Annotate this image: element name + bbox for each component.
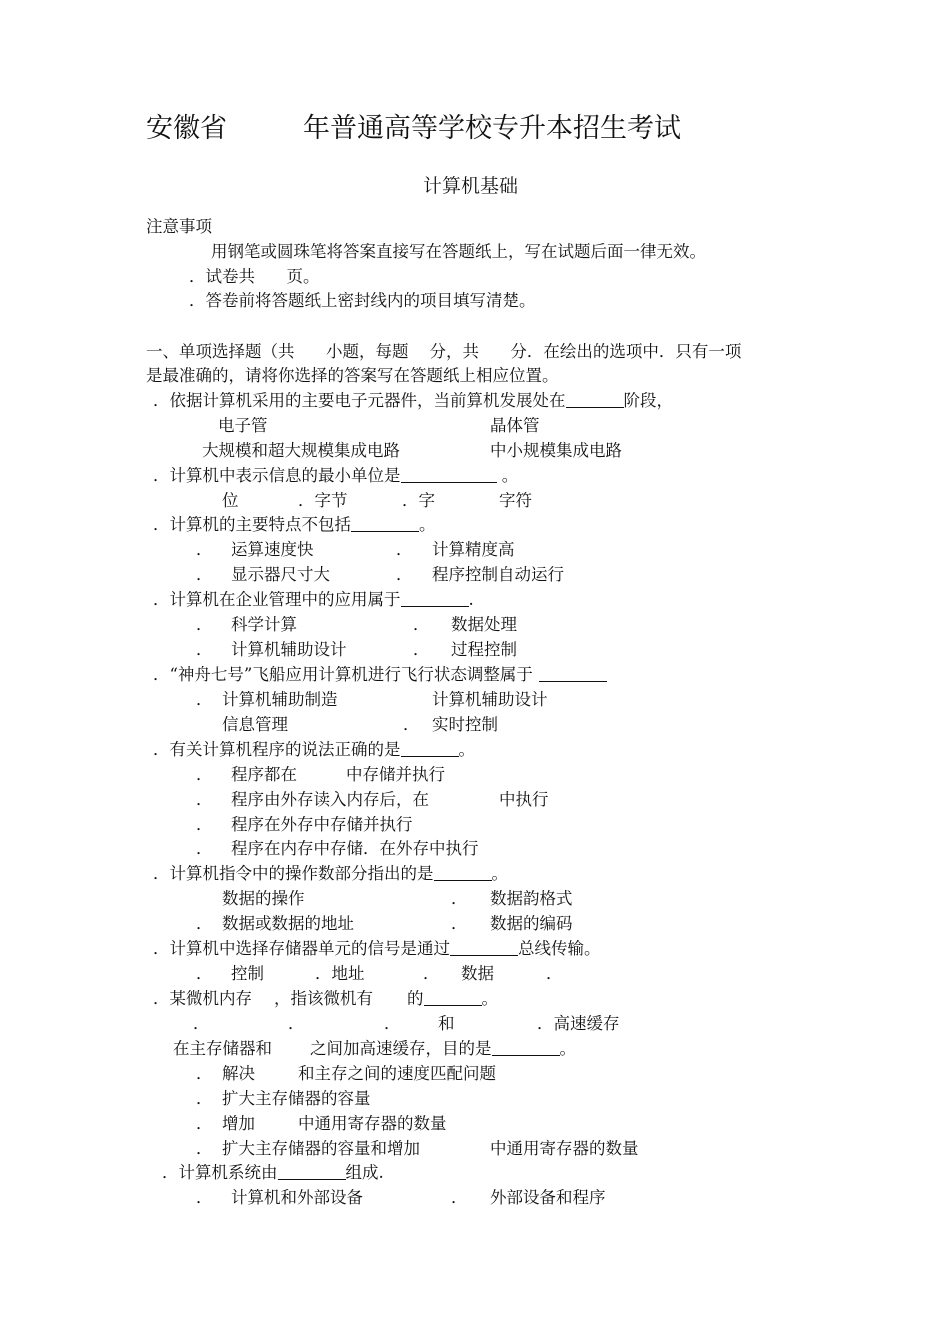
- question-stem: ．计算机中选择存储器单元的信号是通过 总线传输。: [153, 939, 601, 958]
- option-marker: ．: [196, 839, 213, 858]
- option: 中执行: [499, 790, 549, 809]
- option: 计算机辅助设计: [432, 690, 548, 709]
- option: 运算速度快: [231, 540, 314, 559]
- answer-blank: [450, 939, 518, 956]
- option: 中存储并执行: [346, 765, 445, 784]
- option-marker: ．: [196, 914, 213, 933]
- option-marker: ．: [193, 1014, 210, 1033]
- question-stem: ．“神舟七号”飞船应用计算机进行飞行状态调整属于: [153, 665, 607, 685]
- option: 扩大主存储器的容量和增加: [222, 1139, 420, 1158]
- answer-blank: [434, 864, 492, 881]
- option: 解决: [222, 1064, 255, 1083]
- option-marker: ．: [413, 615, 430, 634]
- option: 程序由外存读入内存后，在: [231, 790, 429, 809]
- option-marker: ．: [196, 1089, 213, 1108]
- section-instruction: 是最准确的，请将你选择的答案写在答题纸上相应位置。: [146, 366, 559, 385]
- option: 中通用寄存器的数量: [298, 1114, 447, 1133]
- option-marker: ．: [196, 1139, 213, 1158]
- option: 过程控制: [451, 640, 517, 659]
- notice-item: ．试卷共 页。: [189, 267, 320, 286]
- option-marker: ．: [451, 914, 468, 933]
- option-marker: ．: [423, 964, 440, 983]
- option: ．地址: [315, 964, 365, 983]
- section-heading: 一、单项选择题（共 小题，每题 分，共 分．在绘出的选项中．只有一项: [146, 342, 742, 361]
- option: 数据的编码: [490, 914, 573, 933]
- answer-blank: [401, 466, 497, 483]
- option: 增加: [222, 1114, 255, 1133]
- notice-item: ．答卷前将答题纸上密封线内的项目填写清楚。: [189, 291, 536, 310]
- option: 科学计算: [231, 615, 297, 634]
- question-stem: ．计算机中表示信息的最小单位是 。: [153, 466, 519, 485]
- option: 程序控制自动运行: [432, 565, 564, 584]
- option-marker: ．: [196, 815, 213, 834]
- option: ．字: [402, 491, 435, 510]
- option: 数据韵格式: [490, 889, 573, 908]
- option: 程序在内存中存储．在外存中执行: [231, 839, 479, 858]
- option-marker: ．: [196, 565, 213, 584]
- option-marker: ．: [196, 540, 213, 559]
- option: 外部设备和程序: [490, 1188, 606, 1207]
- option: 扩大主存储器的容量: [222, 1089, 371, 1108]
- question-stem: ．有关计算机程序的说法正确的是 。: [153, 740, 475, 759]
- option: 程序都在: [231, 765, 297, 784]
- question-stem: ．计算机系统由 组成.: [162, 1163, 384, 1182]
- option: ．高速缓存: [537, 1014, 620, 1033]
- answer-blank: [401, 590, 469, 607]
- subject-title: 计算机基础: [423, 175, 519, 197]
- option-marker: ．: [413, 640, 430, 659]
- option-marker: ．: [196, 640, 213, 659]
- option-marker: ．: [396, 565, 413, 584]
- exam-title-province: 安徽省: [146, 113, 227, 144]
- option: 电子管: [218, 416, 268, 435]
- option: 数据的操作: [222, 889, 305, 908]
- option: 位: [222, 491, 239, 510]
- question-stem: ．计算机的主要特点不包括 。: [153, 515, 436, 534]
- option: 数据处理: [451, 615, 517, 634]
- option: 实时控制: [432, 715, 498, 734]
- answer-blank: [566, 391, 624, 408]
- question-stem: ．某微机内存 ，指该微机有 的 。: [153, 989, 498, 1008]
- option-marker: ．: [196, 765, 213, 784]
- option-marker: ．: [196, 690, 213, 709]
- question-stem: ．计算机指令中的操作数部分指出的是 。: [153, 864, 508, 883]
- option-marker: ．: [451, 1188, 468, 1207]
- option: 计算机和外部设备: [231, 1188, 363, 1207]
- option-marker: ．: [384, 1014, 401, 1033]
- option: ．字节: [298, 491, 348, 510]
- option: 中小规模集成电路: [490, 441, 622, 460]
- option: 计算精度高: [432, 540, 515, 559]
- option-marker: ．: [451, 889, 468, 908]
- option-marker: ．: [196, 964, 213, 983]
- exam-title: 年普通高等学校专升本招生考试: [303, 113, 681, 144]
- option-marker: ．: [288, 1014, 305, 1033]
- option: 计算机辅助设计: [231, 640, 347, 659]
- option-marker: ．: [196, 1064, 213, 1083]
- question-stem: ．依据计算机采用的主要电子元器件，当前算机发展处在 阶段，: [153, 391, 673, 410]
- notice-item: 用钢笔或圆珠笔将答案直接写在答题纸上，写在试题后面一律无效。: [211, 242, 706, 261]
- answer-blank: [492, 1039, 560, 1056]
- option: 字符: [499, 491, 532, 510]
- option: 数据: [461, 964, 494, 983]
- option-marker: ．: [196, 790, 213, 809]
- option-marker: ．: [396, 540, 413, 559]
- option-marker: ．: [196, 615, 213, 634]
- option-marker: ．: [403, 715, 420, 734]
- option: 晶体管: [490, 416, 540, 435]
- option: 中通用寄存器的数量: [490, 1139, 639, 1158]
- option-marker: ．: [196, 1188, 213, 1207]
- option: 数据或数据的地址: [222, 914, 354, 933]
- answer-blank: [424, 989, 482, 1006]
- option: 和主存之间的速度匹配问题: [298, 1064, 496, 1083]
- question-stem: ．计算机在企业管理中的应用属于 .: [153, 590, 474, 609]
- option: 计算机辅助制造: [222, 690, 338, 709]
- option-marker: ．: [546, 964, 563, 983]
- option: 信息管理: [222, 715, 288, 734]
- option: 控制: [231, 964, 264, 983]
- option: 大规模和超大规模集成电路: [202, 441, 400, 460]
- answer-blank: [351, 515, 419, 532]
- answer-blank: [401, 740, 459, 757]
- question-stem: 在主存储器和 之间加高速缓存，目的是 。: [173, 1039, 576, 1058]
- option-marker: ．: [196, 1114, 213, 1133]
- answer-blank: [278, 1163, 346, 1180]
- option: 显示器尺寸大: [231, 565, 330, 584]
- option: 程序在外存中存储并执行: [231, 815, 413, 834]
- answer-blank: [539, 665, 607, 682]
- notice-heading: 注意事项: [146, 217, 212, 236]
- option: 和: [438, 1014, 455, 1033]
